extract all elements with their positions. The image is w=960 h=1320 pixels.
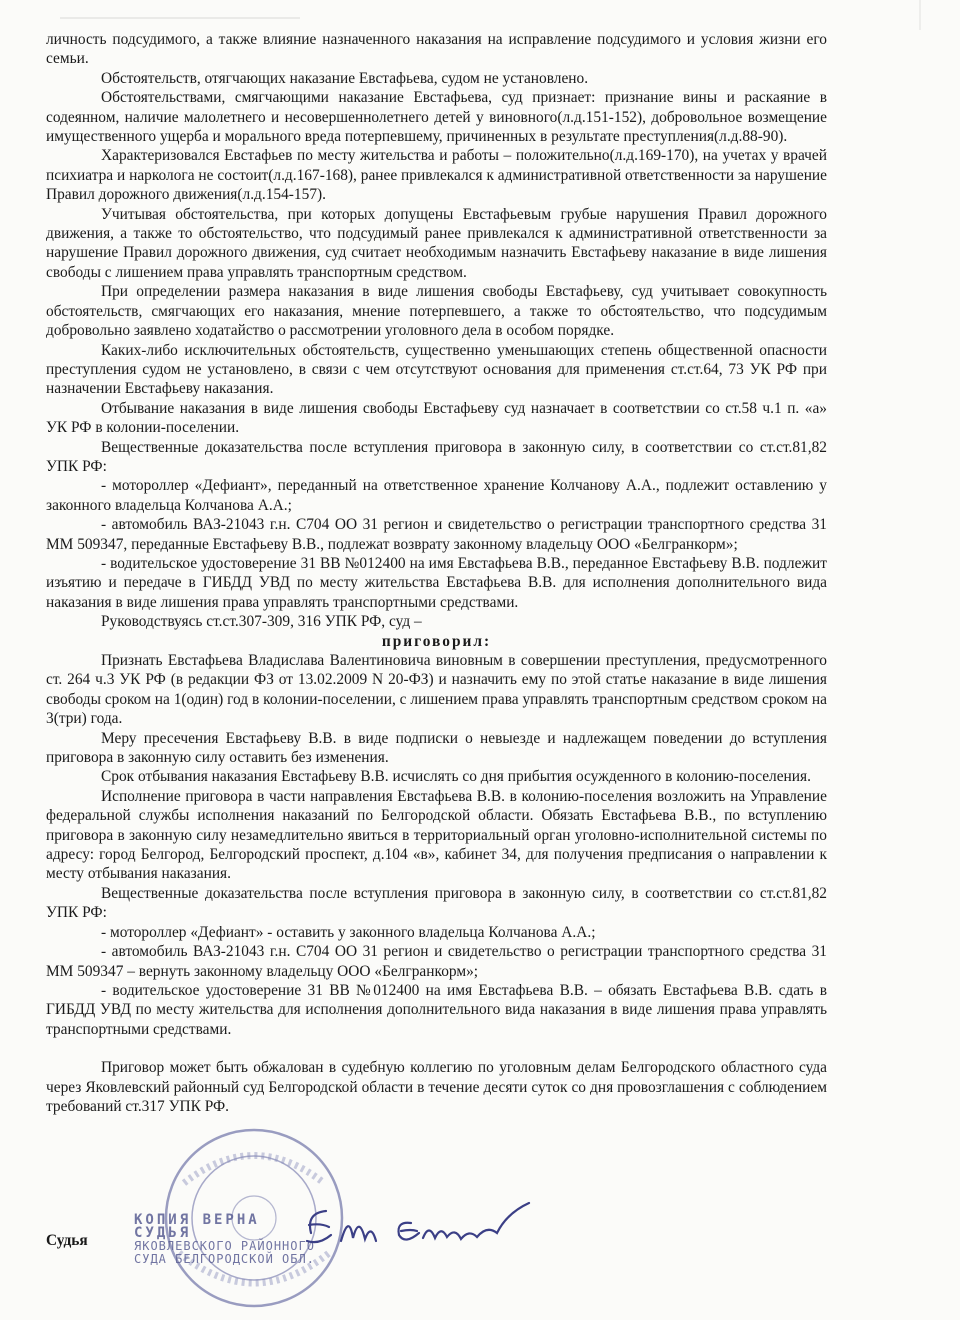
paragraph-list	[46, 30, 827, 632]
body-paragraph: Каких-либо исключительных обстоятельств, существенно уменьшающих степень общественной опасности преступления судом не установлено, в связи с чем отсутствуют основания для применения ст.ст.64, 73 УК РФ при назначении Евстафьеву наказания.	[46, 341, 827, 398]
body-paragraph: личность подсудимого, а также влияние назначенного наказания на исправление подсудимого и условия жизни его семьи.	[46, 31, 827, 68]
copy-certified-stamp	[134, 1214, 324, 1266]
signature-block	[46, 1212, 646, 1318]
body-paragraph: Учитывая обстоятельства, при которых допущены Евстафьевым грубые нарушения Правил дорожного движения, а также то обстоятельство, что подсудимый ранее привлекался к административной ответственности за нарушение Правил дорожного движения, суд считает необходимым назначить Евстафьеву наказание в виде лишения свободы с лишением права управлять транспортным средством.	[46, 205, 827, 281]
body-paragraph: Вещественные доказательства после вступления приговора в законную силу, в соответствии со ст.ст.81,82 УПК РФ:	[46, 438, 827, 475]
verdict-heading: приговорил:	[381, 632, 492, 650]
verdict-paragraph: - автомобиль ВАЗ-21043 г.н. С704 ОО 31 регион и свидетельство о регистрации транспортного средства 31 ММ 509347 – вернуть законному владельцу ООО «Белгранкорм»;	[46, 943, 827, 980]
body-paragraph: Отбывание наказания в виде лишения свободы Евстафьеву суд назначает в соответствии со ст.58 ч.1 п. «а» УК РФ в колонии-поселении.	[46, 399, 827, 437]
body-paragraph: При определении размера наказания в виде лишения свободы Евстафьеву, суд учитывает совокупность обстоятельств, смягчающих его наказания, мнение потерпевшего, а также то обстоятельство, что подсудимым добровольно заявлено ходатайство о рассмотрении уголовного дела в особом порядке.	[46, 283, 827, 340]
verdict-paragraph: - водительское удостоверение 31 ВВ №012400 на имя Евстафьева В.В. – обязать Евстафьева В.В. сдать в ГИБДД УВД по месту жительства для исполнения дополнительного вида наказания в виде лишения права управлять транспортными средствами.	[46, 981, 827, 1038]
body-paragraph: - водительское удостоверение 31 ВВ №012400 на имя Евстафьева В.В., переданное Евстафьеву В.В. подлежит изъятию и передаче в ГИБДД УВД по месту жительства Евстафьева В.В. для исполнения дополнительного вида наказания в виде лишения права управлять транспортными средствами.	[46, 554, 827, 611]
body-paragraph: - автомобиль ВАЗ-21043 г.н. С704 ОО 31 регион и свидетельство о регистрации транспортного средства 31 ММ 509347, переданные Евстафьеву В.В., подлежат возврату законному владельцу ООО «Белгранкорм»;	[46, 516, 827, 553]
verdict-paragraph-list	[46, 651, 827, 1039]
verdict-paragraph: Срок отбывания наказания Евстафьеву В.В. исчислять со дня прибытия осужденного в колонию-поселения.	[101, 768, 811, 786]
body-paragraph: Характеризовался Евстафьев по месту жительства и работы – положительно(л.д.169-170), на учетах у врачей психиатра и нарколога не состоит(л.д.167-168), ранее привлекался к административной ответственности за нарушение Правил дорожного движения(л.д.154-157).	[46, 147, 827, 204]
verdict-paragraph: Вещественные доказательства после вступления приговора в законную силу, в соответствии со ст.ст.81,82 УПК РФ:	[46, 884, 827, 922]
stamp-line-2: СУДЬЯ	[134, 1225, 192, 1241]
document-body	[46, 30, 827, 1116]
signature-label: Судья	[46, 1232, 88, 1249]
body-paragraph: Обстоятельств, отягчающих наказание Евстафьева, судом не установлено.	[101, 69, 589, 87]
appeal-paragraph: Приговор может быть обжалован в судебную коллегию по уголовным делам Белгородского областного суда через Яковлевский районный суд Белгородской области в течение десяти суток со дня провозглашения с соблюдением требований ст.317 УПК РФ.	[46, 1059, 827, 1115]
handwritten-signature	[301, 1183, 551, 1263]
verdict-paragraph: Признать Евстафьева Владислава Валентиновича виновным в совершении преступления, предусмотренного ст. 264 ч.3 УК РФ (в редакции ФЗ от 13.02.2009 N 20-ФЗ) и назначить ему по этой статье наказание в виде лишения свободы сроком на 1(один) год в колонии-поселении, с лишением права управлять транспортным средством сроком на 3(три) года.	[46, 652, 827, 728]
body-paragraph: Обстоятельствами, смягчающими наказание Евстафьева, суд признает: признание вины и раскаяние в содеянном, наличие малолетнего и несовершеннолетнего детей у виновного(л.д.151-152), добровольное возмещение имущественного ущерба и морального вреда потерпевшему, причиненных в результате преступления(л.д.88-90).	[46, 89, 827, 146]
body-paragraph: Руководствуясь ст.ст.307-309, 316 УПК РФ, суд –	[101, 613, 422, 631]
verdict-paragraph: - мотороллер «Дефиант» - оставить у законного владельца Колчанова А.А.;	[101, 923, 596, 941]
stamp-line-1: КОПИЯ ВЕРНА	[134, 1212, 260, 1228]
stamp-line-4: СУДА БЕЛГОРОДСКОЙ ОБЛ.	[134, 1252, 315, 1266]
body-paragraph: - мотороллер «Дефиант», переданный на ответственное хранение Колчанову А.А., подлежит оставлению у законного владельца Колчанова А.А.;	[46, 477, 827, 514]
scan-edge-artifact	[0, 0, 960, 30]
verdict-paragraph: Меру пресечения Евстафьеву В.В. в виде подписки о невыезде и надлежащем поведении до вступления приговора в законную силу оставить без изменения.	[46, 729, 827, 767]
stamp-line-3: ЯКОВЛЕВСКОГО РАЙОННОГО	[134, 1239, 315, 1253]
verdict-paragraph: Исполнение приговора в части направления Евстафьева В.В. в колонию-поселения возложить на Управление федеральной службы исполнения наказаний по Белгородской области. Обязать Евстафьева В.В., по вступлению приговора в законную силу незамедлительно явиться в территориальный орган уголовно-исполнительной системы по адресу: город Белгород, Белгородский проспект, д.104 «в», кабинет 34, для получения предписания о направлении к месту отбывания наказания.	[46, 787, 827, 883]
